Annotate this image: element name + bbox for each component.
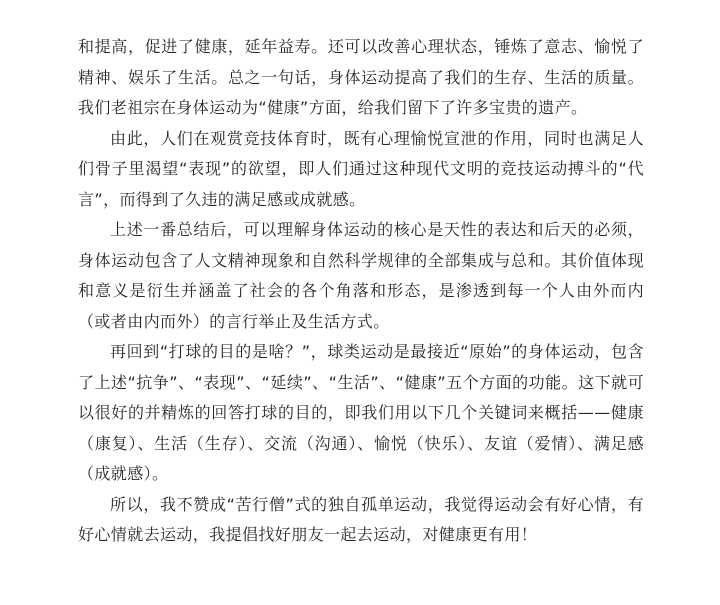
paragraph-1: 和提高，促进了健康，延年益寿。还可以改善心理状态，锤炼了意志、愉悦了精神、娱乐了生活。总之一句话，身体运动提高了我们的生存、生活的质量。我们老祖宗在身体运动为“健康”方面，给我们留下了许多宝贵的遗产。	[78, 37, 644, 117]
paragraph-5: 所以，我不赞成“苦行僧”式的独自孤单运动，我觉得运动会有好心情，有好心情就去运动，我提倡找好朋友一起去运动，对健康更有用！	[78, 494, 644, 544]
paragraph-3: 上述一番总结后，可以理解身体运动的核心是天性的表达和后天的必须，身体运动包含了人文精神现象和自然科学规律的全部集成与总和。其价值体现和意义是衍生并涵盖了社会的各个角落和形态，是渗透到每一个人由外而内（或者由内而外）的言行举止及生活方式。	[78, 220, 644, 331]
paragraph-4: 再回到“打球的目的是啥？”，球类运动是最接近“原始”的身体运动，包含了上述“抗争”、“表现”、“延续”、“生活”、“健康”五个方面的功能。这下就可以很好的并精炼的回答打球的目的，即我们用以下几个关键词来概括——健康（康复）、生活（生存）、交流（沟通）、愉悦（快乐）、友谊（爱情）、满足感（成就感）。	[78, 342, 644, 483]
paragraph-2: 由此，人们在观赏竞技体育时，既有心理愉悦宣泄的作用，同时也满足人们骨子里渴望“表现”的欲望，即人们通过这种现代文明的竞技运动搏斗的“代言”，而得到了久违的满足感或成就感。	[78, 128, 644, 209]
article-body	[78, 32, 644, 551]
